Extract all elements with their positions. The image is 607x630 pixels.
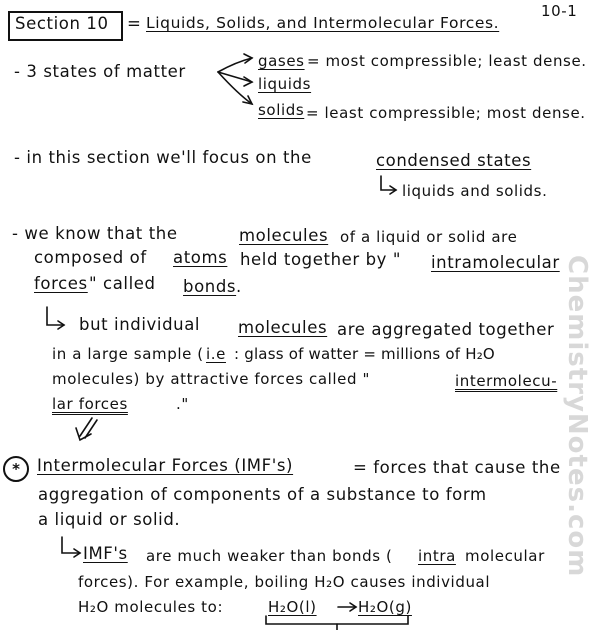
reaction-left: H₂O(l) xyxy=(268,598,317,616)
aggregate-line-1-pre: but individual xyxy=(79,315,201,334)
molecules-term: molecules xyxy=(239,226,329,245)
bonds-line-1-post: of a liquid or solid are xyxy=(340,228,518,246)
imf-line-2: aggregation of components of a substance to form xyxy=(38,485,487,504)
intra-term: intra xyxy=(418,547,456,565)
weaker-line-1-post: molecular xyxy=(465,547,545,565)
bonds-line-2-mid: held together by " xyxy=(240,250,402,269)
weaker-line-3-pre: H₂O molecules to: xyxy=(78,598,224,616)
gases-definition: = most compressible; least dense. xyxy=(307,52,587,70)
ie-abbrev: i.e xyxy=(206,345,226,363)
imfs-term: IMF's xyxy=(83,544,128,563)
lar-forces-term: lar forces xyxy=(52,395,128,413)
imf-line-3: a liquid or solid. xyxy=(38,510,181,529)
solids-term: solids xyxy=(258,101,305,119)
section-title: Section 10 xyxy=(15,14,109,33)
aggregate-line-4-post: ." xyxy=(176,395,189,413)
gases-term: gases xyxy=(258,52,305,70)
aggregate-line-2-post: : glass of watter = millions of H₂O xyxy=(234,345,495,363)
atoms-term: atoms xyxy=(173,248,228,267)
bonds-line-2-pre: composed of xyxy=(34,248,147,267)
focus-line-2: liquids and solids. xyxy=(402,182,548,200)
bonds-line-3-post: . xyxy=(236,277,242,296)
states-lead: - 3 states of matter xyxy=(14,62,186,81)
reaction-right: H₂O(g) xyxy=(358,598,412,616)
focus-line-1: - in this section we'll focus on the xyxy=(14,148,312,167)
weaker-line-1-mid: are much weaker than bonds ( xyxy=(146,547,393,565)
aggregate-line-3-pre: molecules) by attractive forces called " xyxy=(52,370,370,388)
bonds-term: bonds xyxy=(183,277,237,296)
intermolecu-term: intermolecu- xyxy=(455,372,558,390)
aggregate-line-2-pre: in a large sample ( xyxy=(52,345,204,363)
watermark: ChemistryNotes.com xyxy=(562,255,592,578)
title-equals: = xyxy=(127,14,142,33)
page-number: 10-1 xyxy=(541,2,578,20)
bonds-line-1-pre: - we know that the xyxy=(12,224,178,243)
section-subtitle: Liquids, Solids, and Intermolecular Forces. xyxy=(146,14,500,32)
forces-term: forces xyxy=(34,274,88,293)
aggregate-line-1-post: are aggregated together xyxy=(337,320,555,339)
weaker-line-2: forces). For example, boiling H₂O causes individual xyxy=(78,573,491,591)
liquids-term: liquids xyxy=(258,75,312,93)
imf-term: Intermolecular Forces (IMF's) xyxy=(37,456,294,475)
imf-line-1-post: = forces that cause the xyxy=(353,458,561,477)
aggregate-molecules-term: molecules xyxy=(238,318,328,337)
star-bullet: * xyxy=(3,456,29,482)
condensed-states-term: condensed states xyxy=(376,151,532,170)
bonds-line-3-mid: " called xyxy=(89,274,156,293)
solids-definition: = least compressible; most dense. xyxy=(306,104,586,122)
intramolecular-term: intramolecular xyxy=(431,253,560,272)
